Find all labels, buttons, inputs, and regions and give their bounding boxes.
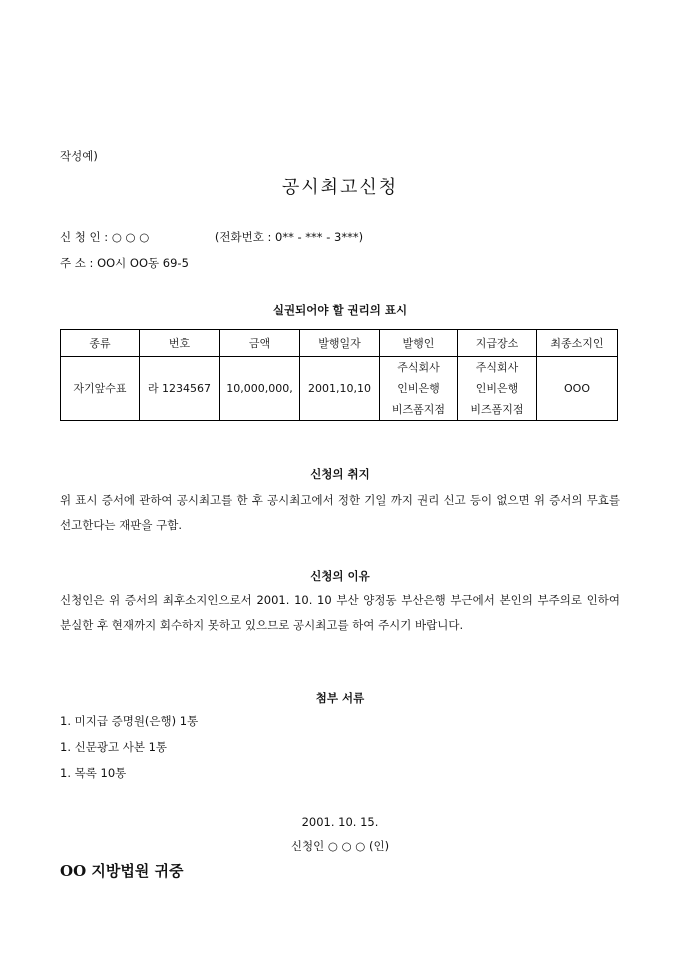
header-amount: 금액 xyxy=(220,330,300,357)
purpose-heading: 신청의 취지 xyxy=(310,467,370,481)
cell-final-holder: OOO xyxy=(537,357,618,421)
document-title: 공시최고신청 xyxy=(281,177,399,198)
header-final-holder: 최종소지인 xyxy=(537,330,618,357)
header-type: 종류 xyxy=(61,330,140,357)
cell-amount: 10,000,000, xyxy=(220,357,300,421)
attachment-item: 1. 미지급 증명원(은행) 1통 xyxy=(60,714,199,728)
rights-heading: 실권되어야 할 권리의 표시 xyxy=(272,303,408,317)
attachments-heading: 첨부 서류 xyxy=(315,691,365,705)
date-line: 2001. 10. 15. xyxy=(301,815,379,829)
attachment-item: 1. 신문광고 사본 1통 xyxy=(60,740,168,754)
purpose-text: 위 표시 증서에 관하여 공시최고를 한 후 공시최고에서 정한 기일 까지 권리 신고 등이 없으면 위 증서의 무효를 선고한다는 재판을 구함. xyxy=(60,493,620,532)
cell-number: 라 1234567 xyxy=(140,357,220,421)
table-row xyxy=(61,357,618,421)
applicant-line xyxy=(60,229,363,245)
rights-table xyxy=(60,329,618,421)
cell-type: 자기앞수표 xyxy=(61,357,140,421)
applicant-label: 신 청 인 : xyxy=(60,230,109,244)
reason-text: 신청인은 위 증서의 최후소지인으로서 2001. 10. 10 부산 양정동 부산은행 부근에서 본인의 부주의로 인하여 분실한 후 현재까지 회수하지 못하고 있으므로 공시최고를 하여 주시기 바랍니다. xyxy=(60,593,620,632)
header-payment-place: 지급장소 xyxy=(458,330,537,357)
attachment-item: 1. 목록 10통 xyxy=(60,766,127,780)
header-number: 번호 xyxy=(140,330,220,357)
issuer-line: 주식회사 xyxy=(397,361,440,374)
court-addressee: OO 지방법원 귀중 xyxy=(60,862,184,880)
applicant-phone: (전화번호 : 0** - *** - 3***) xyxy=(214,230,364,244)
header-issuer: 발행인 xyxy=(380,330,458,357)
address-value: OO시 OO동 69-5 xyxy=(97,256,189,270)
payment-place-line: 주식회사 xyxy=(475,361,519,374)
payment-place-line: 비즈폼지점 xyxy=(470,403,524,416)
payment-place-line: 인비은행 xyxy=(475,382,519,395)
reason-heading: 신청의 이유 xyxy=(310,569,370,583)
signature-line: 신청인 ○ ○ ○ (인) xyxy=(290,839,390,853)
address-label: 주 소 : xyxy=(60,256,94,270)
cell-issue-date: 2001,10,10 xyxy=(300,357,380,421)
applicant-name: ○ ○ ○ xyxy=(111,230,150,244)
issuer-line: 비즈폼지점 xyxy=(391,403,446,416)
header-issue-date: 발행일자 xyxy=(300,330,380,357)
cell-issuer xyxy=(380,357,458,421)
table-header-row xyxy=(61,330,618,357)
issuer-line: 인비은행 xyxy=(397,382,440,395)
cell-payment-place xyxy=(458,357,537,421)
address-line xyxy=(60,255,189,271)
example-label: 작성예) xyxy=(60,149,98,163)
